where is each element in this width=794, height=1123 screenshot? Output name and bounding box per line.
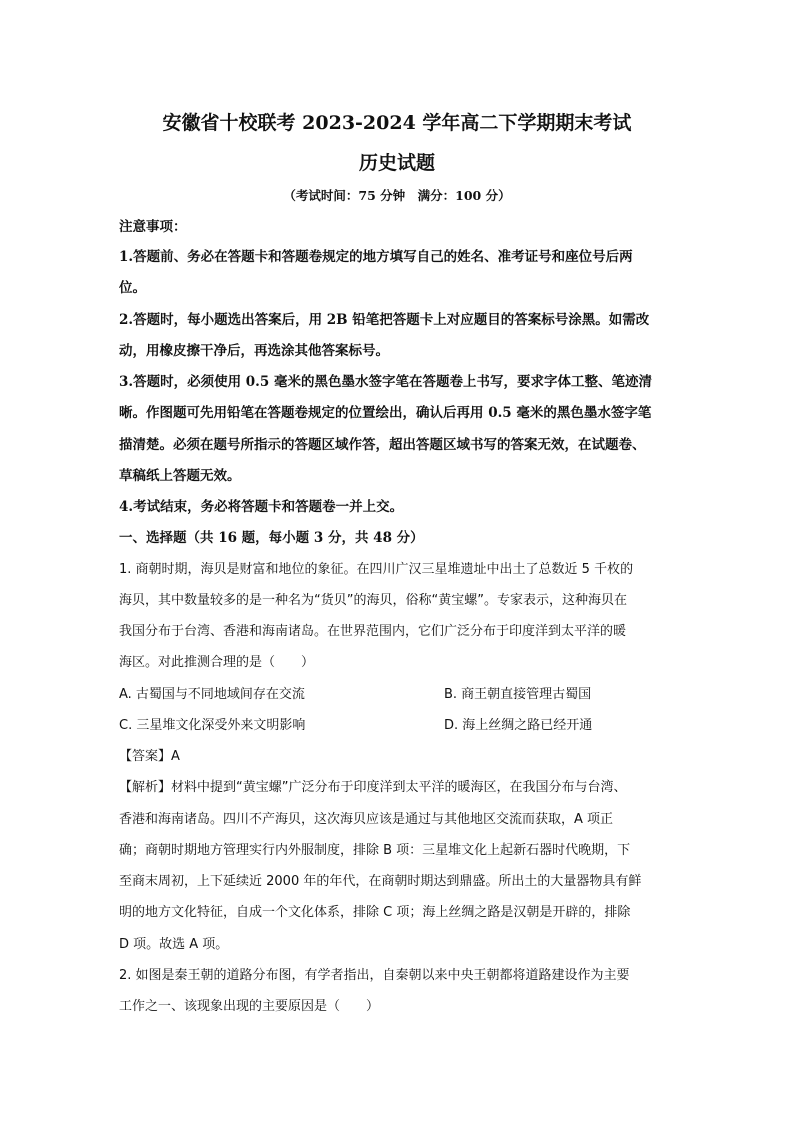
notice-line: 动，用橡皮擦干净后，再选涂其他答案标号。: [119, 343, 389, 359]
question-1-text: 海贝，其中数量较多的是一种名为“货贝”的海贝，俗称“黄宝螺”。专家表示，这种海贝在: [119, 593, 627, 608]
notice-line: 描清楚。必须在题号所指示的答题区域作答，超出答题区域书写的答案无效，在试题卷、: [119, 437, 646, 453]
notice-line: 位。: [119, 280, 146, 296]
question-2-text: 2. 如图是秦王朝的道路分布图，有学者指出，自秦朝以来中央王朝都将道路建设作为主要: [119, 968, 630, 983]
analysis-text: 至商末周初，上下延续近 2000 年的年代，在商朝时期达到鼎盛。所出土的大量器物具有鲜: [119, 874, 642, 889]
notice-line: 晰。作图题可先用铅笔在答题卷规定的位置绘出，确认后再用 0.5 毫米的黑色墨水签字笔: [119, 405, 652, 421]
section-heading: 一、选择题（共 16 题，每小题 3 分，共 48 分）: [119, 530, 424, 546]
answer-label: 【答案】A: [119, 749, 180, 764]
option-d: D. 海上丝绸之路已经开通: [444, 718, 593, 733]
analysis-text: 明的地方文化特征，自成一个文化体系，排除 C 项；海上丝绸之路是汉朝是开辟的，排除: [119, 905, 631, 920]
notice-line: 4.考试结束，务必将答题卡和答题卷一并上交。: [119, 499, 404, 515]
notice-line: 1.答题前、务必在答题卡和答题卷规定的地方填写自己的姓名、准考证号和座位号后两: [119, 249, 633, 265]
question-1-text: 1. 商朝时期，海贝是财富和地位的象征。在四川广汉三星堆遗址中出土了总数近 5 千枚的: [119, 562, 634, 577]
analysis-text: D 项。故选 A 项。: [119, 937, 229, 952]
option-c: C. 三星堆文化深受外来文明影响: [119, 718, 306, 733]
question-1-text: 海区。对此推测合理的是（ ）: [119, 655, 315, 670]
option-b: B. 商王朝直接管理古蜀国: [444, 687, 592, 702]
notice-line: 草稿纸上答题无效。: [119, 468, 241, 484]
subject-title: 历史试题: [358, 152, 435, 174]
exam-title: 安徽省十校联考 2023-2024 学年高二下学期期末考试: [162, 112, 632, 134]
notice-line: 3.答题时，必须使用 0.5 毫米的黑色墨水签字笔在答题卷上书写，要求字体工整、笔迹清: [119, 374, 652, 390]
exam-info: （考试时间：75 分钟 满分：100 分）: [283, 188, 511, 203]
analysis-text: 确；商朝时期地方管理实行内外服制度，排除 B 项：三星堆文化上起新石器时代晚期，下: [119, 843, 631, 858]
notice-line: 2.答题时，每小题选出答案后，用 2B 铅笔把答题卡上对应题目的答案标号涂黑。如需改: [119, 312, 650, 328]
option-a: A. 古蜀国与不同地域间存在交流: [119, 687, 305, 702]
question-2-text: 工作之一、该现象出现的主要原因是（ ）: [119, 999, 380, 1014]
notice-heading: 注意事项：: [119, 219, 187, 235]
analysis-text: 【解析】材料中提到“黄宝螺”广泛分布于印度洋到太平洋的暖海区，在我国分布与台湾、: [119, 780, 627, 795]
analysis-text: 香港和海南诸岛。四川不产海贝，这次海贝应该是通过与其他地区交流而获取，A 项正: [119, 812, 614, 827]
question-1-text: 我国分布于台湾、香港和海南诸岛。在世界范围内，它们广泛分布于印度洋到太平洋的暖: [119, 624, 627, 639]
